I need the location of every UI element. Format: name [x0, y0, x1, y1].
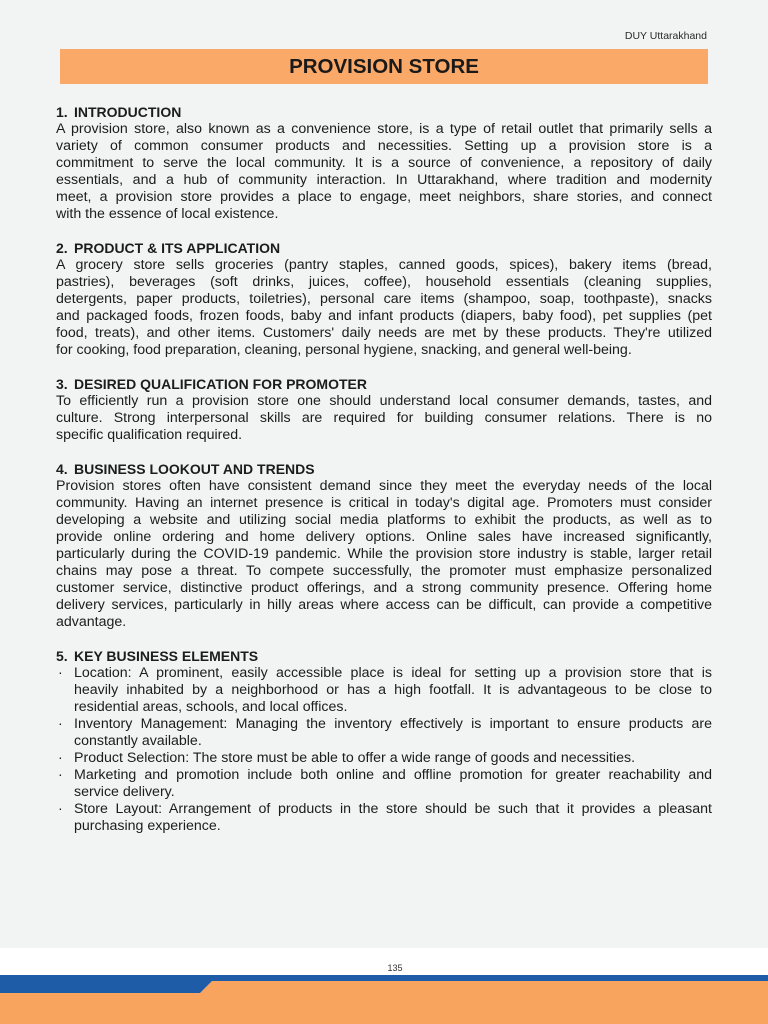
text-line: A provision store, also known as a convenience store, is a type of retail outlet that primarily sells a [56, 120, 712, 137]
section-heading [56, 376, 712, 393]
document-body [56, 104, 712, 835]
text-line: advantage. [56, 613, 127, 630]
text-line: developing a website and utilizing social media platforms to exhibit the products, as well as to [56, 511, 712, 528]
text-line: with the essence of local existence. [56, 205, 279, 222]
text-line: Inventory Management: Managing the inventory effectively is important to ensure products are [74, 715, 712, 732]
section-number: 3. [56, 375, 68, 392]
text-line: service delivery. [74, 783, 175, 800]
text-line: To efficiently run a provision store one should understand local consumer demands, tastes, and [56, 392, 712, 409]
section-product-application [56, 240, 712, 359]
bullet-marker: · [58, 715, 63, 732]
bullet-list [56, 665, 712, 835]
text-line: Provision stores often have consistent demand since they meet the everyday needs of the local [56, 477, 712, 494]
bullet-item-product-selection [56, 750, 712, 767]
text-line: pastries), beverages (soft drinks, juices, coffee), household essentials (cleaning supplies, [56, 273, 712, 290]
text-line: food, treats), and other items. Customers' daily needs are met by these products. They're utilized [56, 324, 712, 341]
section-heading [56, 240, 712, 257]
section-paragraph [56, 478, 712, 631]
page-title: PROVISION STORE [289, 54, 479, 78]
bullet-marker: · [58, 766, 63, 783]
text-line: Store Layout: Arrangement of products in the store should be such that it provides a pleasant [74, 800, 712, 817]
text-line: and packaged foods, frozen foods, baby and infant products (diapers, baby food), pet supplies (pet [56, 307, 712, 324]
bullet-item-marketing [56, 767, 712, 801]
section-introduction [56, 104, 712, 223]
section-heading [56, 648, 712, 665]
text-line: constantly available. [74, 732, 202, 749]
bullet-marker: · [58, 800, 63, 817]
section-number: 2. [56, 239, 68, 256]
running-header: DUY Uttarakhand [624, 30, 707, 42]
text-line: for cooking, food preparation, cleaning, personal hygiene, snacking, and general well-being. [56, 341, 632, 358]
text-line: essentials, and a hub of community interaction. In Uttarakhand, where tradition and modernity [56, 171, 712, 188]
footer-decoration [0, 975, 768, 1024]
section-title: KEY BUSINESS ELEMENTS [74, 647, 259, 664]
text-line: commitment to serve the local community. It is a source of convenience, a repository of daily [56, 154, 712, 171]
section-qualification [56, 376, 712, 444]
bullet-marker: · [58, 664, 63, 681]
bullet-text [74, 750, 712, 767]
text-line: specific qualification required. [56, 426, 243, 443]
section-heading [56, 104, 712, 121]
text-line: detergents, paper products, toiletries), personal care items (shampoo, soap, toothpaste), snacks [56, 290, 712, 307]
text-line: customer service, distinctive product offerings, and a strong community presence. Offering home [56, 579, 712, 596]
text-line: community. Having an internet presence is critical in today's digital age. Promoters must consider [56, 494, 712, 511]
section-title: PRODUCT & ITS APPLICATION [74, 239, 281, 256]
section-key-elements [56, 648, 712, 835]
text-line: culture. Strong interpersonal skills are required for building consumer relations. There is no [56, 409, 712, 426]
text-line: Location: A prominent, easily accessible place is ideal for setting up a provision store that is [74, 664, 712, 681]
bullet-text [74, 767, 712, 801]
section-paragraph [56, 393, 712, 444]
bullet-text [74, 716, 712, 750]
text-line: particularly during the COVID-19 pandemic. While the provision store industry is stable, larger retail [56, 545, 712, 562]
text-line: heavily inhabited by a neighborhood or has a high footfall. It is advantageous to be close to [74, 681, 712, 698]
section-business-lookout [56, 461, 712, 631]
title-bar [60, 49, 708, 84]
text-line: provide online ordering and home delivery options. Online sales have increased significantly, [56, 528, 712, 545]
bullet-text [74, 665, 712, 716]
section-number: 5. [56, 647, 68, 664]
section-heading [56, 461, 712, 478]
section-title: BUSINESS LOOKOUT AND TRENDS [74, 460, 315, 477]
bullet-text [74, 801, 712, 835]
section-paragraph [56, 121, 712, 223]
section-number: 1. [56, 103, 68, 120]
bullet-item-store-layout [56, 801, 712, 835]
text-line: variety of common consumer products and necessities. Setting up a provision store is a [56, 137, 712, 154]
text-line: delivery services, particularly in hilly areas where access can be difficult, can provide a competitive [56, 596, 712, 613]
section-paragraph [56, 257, 712, 359]
text-line: Marketing and promotion include both online and offline promotion for greater reachability and [74, 766, 712, 783]
text-line: residential areas, schools, and local offices. [74, 698, 348, 715]
bullet-item-location [56, 665, 712, 716]
text-line: chains may pose a threat. To compete successfully, the promoter must emphasize personalized [56, 562, 712, 579]
text-line: meet, a provision store provides a place to engage, meet neighbors, share stories, and connect [56, 188, 712, 205]
text-line: purchasing experience. [74, 817, 221, 834]
text-line: A grocery store sells groceries (pantry staples, canned goods, spices), bakery items (bread, [56, 256, 712, 273]
section-title: DESIRED QUALIFICATION FOR PROMOTER [74, 375, 367, 392]
section-title: INTRODUCTION [74, 103, 182, 120]
text-line: Product Selection: The store must be able to offer a wide range of goods and necessities. [74, 749, 636, 766]
bullet-item-inventory [56, 716, 712, 750]
page-number: 135 [387, 963, 403, 973]
section-number: 4. [56, 460, 68, 477]
bullet-marker: · [58, 749, 63, 766]
